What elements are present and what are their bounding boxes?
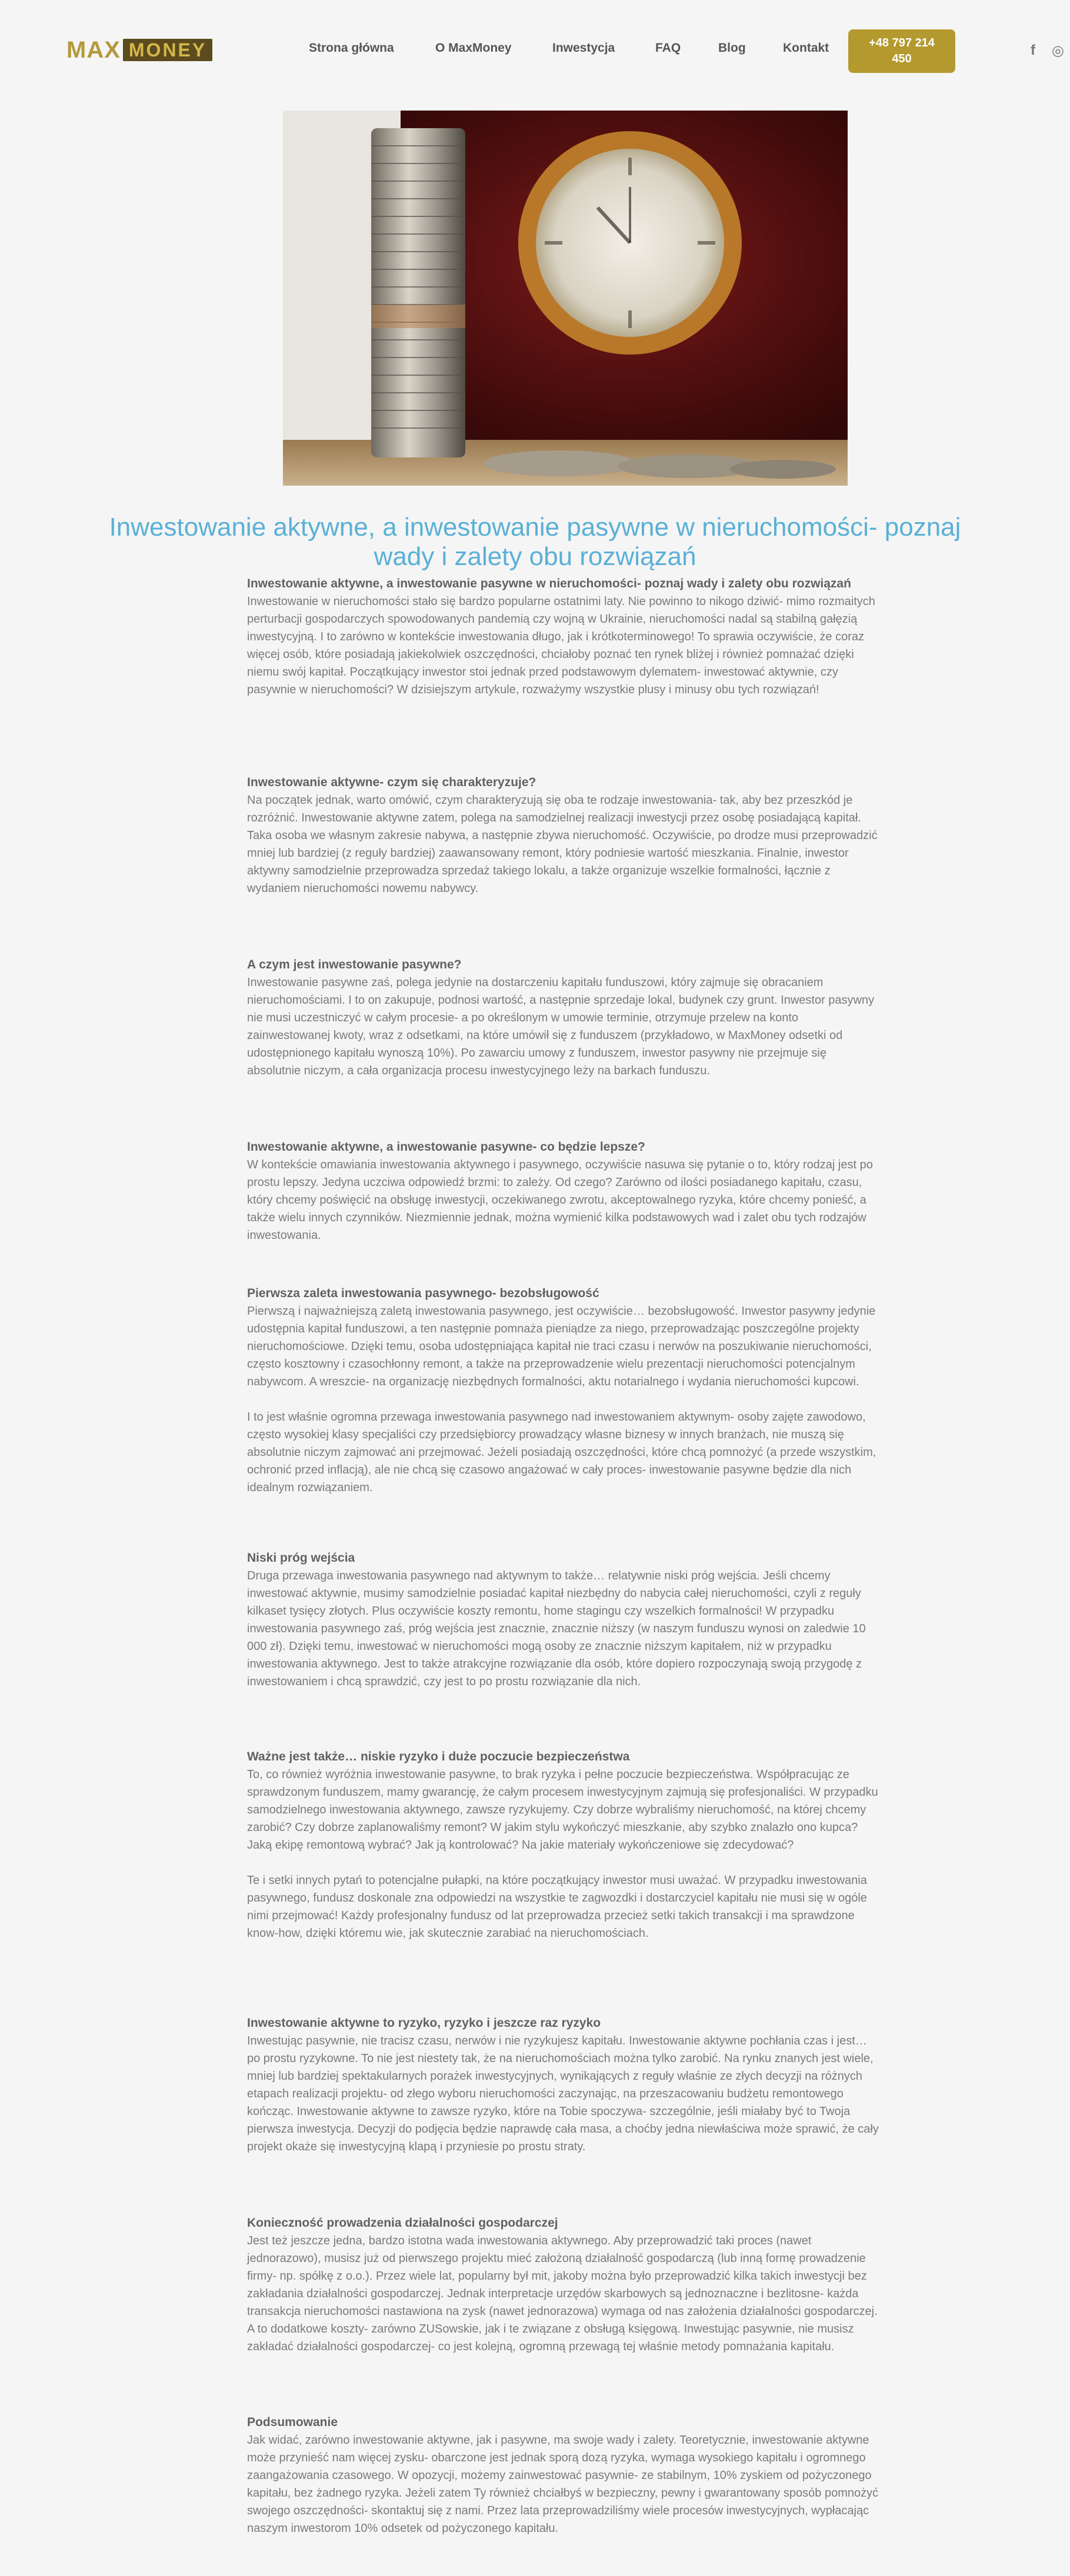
page-title: Inwestowanie aktywne, a inwestowanie pasywne w nieruchomości- poznaj wady i zalety obu rozwiązań bbox=[109, 513, 961, 572]
section-paragraph: Druga przewaga inwestowania pasywnego nad aktywnym to także… relatywnie niski próg wejścia. Jeśli chcemy inwestować aktywnie, musimy samodzielnie posiadać kapitał niezbędny do nabycia całej nieruchomości, czyli z reguły kilkaset tysięcy złotych. Plus oczywiście koszty remontu, home stagingu czy wszelkich formalności! W przypadku inwestowania pasywnego zaś, próg wejścia jest znacznie, znacznie niższy (w naszym funduszu wynosi on zaledwie 10 000 zł). Dzięki temu, inwestować w nieruchomości mogą osoby ze znacznie niższym kapitałem, niż w przypadku inwestowania aktywnego. Jest to także atrakcyjne rozwiązanie dla osób, które dopiero rozpoczynają swoją przygodę z inwestowaniem i chcą sprawdzić, czy jest to po prostu rozwiązanie dla nich. bbox=[247, 1569, 866, 1688]
logo-money-text: MONEY bbox=[123, 39, 212, 61]
nav-item-about[interactable]: O MaxMoney bbox=[435, 41, 512, 55]
article-section bbox=[247, 774, 882, 897]
nav-item-investment[interactable]: Inwestycja bbox=[552, 41, 615, 55]
section-heading: Inwestowanie aktywne, a inwestowanie pasywne- co będzie lepsze? bbox=[247, 1140, 645, 1154]
nav-item-faq[interactable]: FAQ bbox=[655, 41, 681, 55]
section-heading: Inwestowanie aktywne- czym się charakteryzuje? bbox=[247, 776, 536, 789]
coins-and-clock-photo bbox=[283, 111, 848, 486]
section-heading: Podsumowanie bbox=[247, 2415, 338, 2429]
logo-max-text: MAX bbox=[66, 37, 121, 63]
nav-item-contact[interactable]: Kontakt bbox=[783, 41, 829, 55]
section-paragraph: Inwestowanie pasywne zaś, polega jedynie na dostarczeniu kapitału funduszowi, który zajmuje się obracaniem nieruchomościami. I to on zakupuje, podnosi wartość, a następnie sprzedaje lokal, budynek czy grunt. Inwestor pasywny nie musi uczestniczyć w całym procesie- a po określonym w umowie terminie, otrzymuje przelew na konto zainwestowanej kwoty, wraz z odsetkami, na które umówił się z funduszem (przykładowo, w MaxMoney odsetki od udostępnionego kapitału wynoszą 10%). Po zawarciu umowy z funduszem, inwestor pasywny nie przejmuje się absolutnie niczym, a cała organizacja procesu inwestycyjnego leży na barkach funduszu. bbox=[247, 976, 875, 1077]
section-paragraph: Inwestowanie w nieruchomości stało się bardzo popularne ostatnimi laty. Nie powinno to nikogo dziwić- mimo rozmaitych perturbacji gospodarczych spowodowanych pandemią czy wojną w Ukrainie, nieruchomości nadal są stabilną gałęzią inwestycyjną. I to zarówno w kontekście inwestowania długo, jak i krótkoterminowego! To sprawia oczywiście, że coraz więcej osób, które posiadają jakiekolwiek oszczędności, chciałoby poznać ten rynek bliżej i również pomnażać dzięki niemu swój kapitał. Początkujący inwestor stoi jednak przed podstawowym dylematem- inwestować aktywnie, czy pasywnie w nieruchomości? W dzisiejszym artykule, rozważymy wszystkie plusy i minusy obu tych rozwiązań! bbox=[247, 595, 875, 696]
article-section bbox=[247, 1748, 882, 1942]
section-paragraph: W kontekście omawiania inwestowania aktywnego i pasywnego, oczywiście nasuwa się pytanie o to, który rodzaj jest po prostu lepszy. Jedyna uczciwa odpowiedź brzmi: to zależy. Od czego? Zarówno od ilości posiadanego kapitału, czasu, który chcemy poświęcić na obsługę inwestycji, oczekiwanego zwrotu, akceptowalnego ryzyka, które chcemy ponieść, a także wielu innych czynników. Niezmiennie jednak, można wymienić kilka podstawowych wad i zalet obu tych rodzajów inwestowania. bbox=[247, 1158, 873, 1242]
nav-item-blog[interactable]: Blog bbox=[718, 41, 746, 55]
article-section bbox=[247, 575, 882, 699]
section-paragraph: Pierwszą i najważniejszą zaletą inwestowania pasywnego, jest oczywiście… bezobsługowość. Inwestor pasywny jedynie udostępnia kapitał funduszowi, a ten następnie pomnaża pieniądze za niego, przeprowadzając poszczególne projekty nieruchomościowe. Dzięki temu, osoba udostępniająca kapitał nie traci czasu i nerwów na poszukiwanie nieruchomości, często kosztowny i czasochłonny remont, a także na przeprowadzenie wielu prezentacji nieruchomości potencjalnym nabywcom. A wreszcie- na organizację niezbędnych formalności, aktu notarialnego i wydania nieruchomości kupcowi. bbox=[247, 1305, 876, 1388]
article-section bbox=[247, 2214, 882, 2356]
section-paragraph: Inwestując pasywnie, nie tracisz czasu, nerwów i nie ryzykujesz kapitału. Inwestowanie aktywne pochłania czas i jest… po prostu ryzykowne. To nie jest niestety tak, że na nieruchomościach można tylko zarobić. Na rynku znanych jest wiele, mniej lub bardziej spektakularnych porażek inwestycyjnych, wynikających z reguły właśnie ze złych decyzji na różnych etapach realizacji projektu- od złego wyboru nieruchomości zaczynając, na przeszacowaniu budżetu remontowego kończąc. Inwestowanie aktywne to zawsze ryzyko, które na Tobie spoczywa- szczególnie, jeśli miałaby być to Twoja pierwsza inwestycja. Decyzji do podjęcia będzie naprawdę cała masa, a choćby jedna niewłaściwa może sprawić, że cały projekt okaże się inwestycyjną klapą i przyniesie po prostu straty. bbox=[247, 2034, 879, 2153]
section-paragraph: Na początek jednak, warto omówić, czym charakteryzują się oba te rodzaje inwestowania- tak, aby bez przeszkód je rozróżnić. Inwestowanie aktywne zatem, polega na samodzielnej realizacji inwestycji przez osobę posiadającą kapitał. Taka osoba we własnym zakresie nabywa, a następnie zbywa nieruchomość. Oczywiście, po drodze musi przeprowadzić mniej lub bardziej (z reguły bardziej) zaawansowany remont, który podniesie wartość mieszkania. Finalnie, inwestor aktywny samodzielnie przeprowadza sprzedaż takiego lokalu, a także organizuje wszelkie formalności, łącznie z wydaniem nieruchomości nowemu nabywcy. bbox=[247, 794, 878, 895]
article-section bbox=[247, 956, 882, 1080]
article-section bbox=[247, 2414, 882, 2537]
section-paragraph: I to jest właśnie ogromna przewaga inwestowania pasywnego nad inwestowaniem aktywnym- osoby zajęte zawodowo, często wysokiej klasy specjaliści czy przedsiębiorcy prowadzący własne biznesy w innych branżach, nie muszą się absolutnie niczym zajmować ani przejmować. Jeżeli posiadają oszczędności, które chcą pomnożyć (a przede wszystkim, ochronić przed inflacją), ale nie chcą się czasowo angażować w cały proces- inwestowanie pasywne będzie dla nich idealnym rozwiązaniem. bbox=[247, 1411, 876, 1494]
site-header bbox=[0, 0, 1070, 103]
instagram-icon[interactable]: ◎ bbox=[1052, 43, 1064, 59]
section-heading: Inwestowanie aktywne, a inwestowanie pasywne w nieruchomości- poznaj wady i zalety obu rozwiązań bbox=[247, 577, 851, 590]
section-paragraph: Jest też jeszcze jedna, bardzo istotna wada inwestowania aktywnego. Aby przeprowadzić taki proces (nawet jednorazowo), musisz już od pierwszego projektu mieć założoną działalność gospodarczą (lub inną formę prowadzenie firmy- np. spółkę z o.o.). Przez wiele lat, popularny był mit, jakoby można było przeprowadzić kilka takich inwestycji bez zakładania działalności gospodarczej. Jednak interpretacje urzędów skarbowych są jednoznaczne i bezlitosne- każda transakcja nieruchomości nastawiona na zysk (nawet jednorazowa) wymaga od nas założenia działalności gospodarczej. A to dodatkowe koszty- zarówno ZUSowskie, jak i te związane z obsługą księgową. Inwestując pasywnie, nie musisz zakładać działalności gospodarczej- co jest kolejną, ogromną przewagą tej właśnie metody pomnażania kapitału. bbox=[247, 2234, 878, 2353]
section-heading: A czym jest inwestowanie pasywne? bbox=[247, 958, 462, 971]
facebook-icon[interactable]: f bbox=[1031, 42, 1035, 58]
phone-button[interactable]: +48 797 214 450 bbox=[848, 29, 955, 73]
article-section bbox=[247, 1549, 882, 1690]
section-heading: Inwestowanie aktywne to ryzyko, ryzyko i jeszcze raz ryzyko bbox=[247, 2016, 601, 2030]
article-section bbox=[247, 1138, 882, 1244]
section-paragraph: To, co również wyróżnia inwestowanie pasywne, to brak ryzyka i pełne poczucie bezpieczeństwa. Współpracując ze sprawdzonym funduszem, mamy gwarancję, że całym procesem inwestycyjnym zajmują się profesjonaliści. W przypadku samodzielnego inwestowania aktywnego, zawsze ryzykujemy. Czy dobrze wybraliśmy nieruchomość, na której chcemy zarobić? Czy dobrze zaplanowaliśmy remont? W jakim stylu wykończyć mieszkanie, aby szybko znalazło ono kupca? Jaką ekipę remontową wybrać? Jak ją kontrolować? Na jakie materiały wykończeniowe się zdecydować? bbox=[247, 1768, 878, 1852]
section-heading: Ważne jest także… niskie ryzyko i duże poczucie bezpieczeństwa bbox=[247, 1750, 630, 1763]
section-heading: Pierwsza zaleta inwestowania pasywnego- bezobsługowość bbox=[247, 1287, 599, 1300]
section-paragraph: Jak widać, zarówno inwestowanie aktywne, jak i pasywne, ma swoje wady i zalety. Teoretycznie, inwestowanie aktywne może przynieść nam więcej zysku- obarczone jest jednak sporą dozą ryzyka, wymaga wysokiego kapitału i ogromnego zaangażowania czasowego. W opozycji, możemy zainwestować pasywnie- ze stabilnym, 10% zyskiem od pożyczonego kapitału, bez żadnego ryzyka. Jeżeli zatem Ty również chciałbyś w bezpieczny, pewny i gwarantowany sposób pomnożyć swojego oszczędności- skontaktuj się z nami. Przez lata przeprowadziliśmy wiele procesów inwestycyjnych, wypłacając naszym inwestorom 10% odsetek od pożyczonego kapitału. bbox=[247, 2434, 879, 2535]
section-heading: Niski próg wejścia bbox=[247, 1551, 355, 1565]
nav-item-home[interactable]: Strona główna bbox=[309, 41, 394, 55]
hero-image bbox=[283, 111, 848, 486]
article-section bbox=[247, 1285, 882, 1496]
article-section bbox=[247, 2014, 882, 2156]
section-paragraph: Te i setki innych pytań to potencjalne pułapki, na które początkujący inwestor musi uważać. W przypadku inwestowania pasywnego, fundusz doskonale zna odpowiedzi na wszystkie te zagwozdki i dostarczyciel kapitału nie musi się w ogóle nimi przejmować! Każdy profesjonalny fundusz od lat przeprowadza przecież setki takich transakcji i ma sprawdzone know-how, dzięki któremu wie, jak skutecznie zarabiać na nieruchomościach. bbox=[247, 1874, 867, 1940]
section-heading: Konieczność prowadzenia działalności gospodarczej bbox=[247, 2216, 558, 2230]
